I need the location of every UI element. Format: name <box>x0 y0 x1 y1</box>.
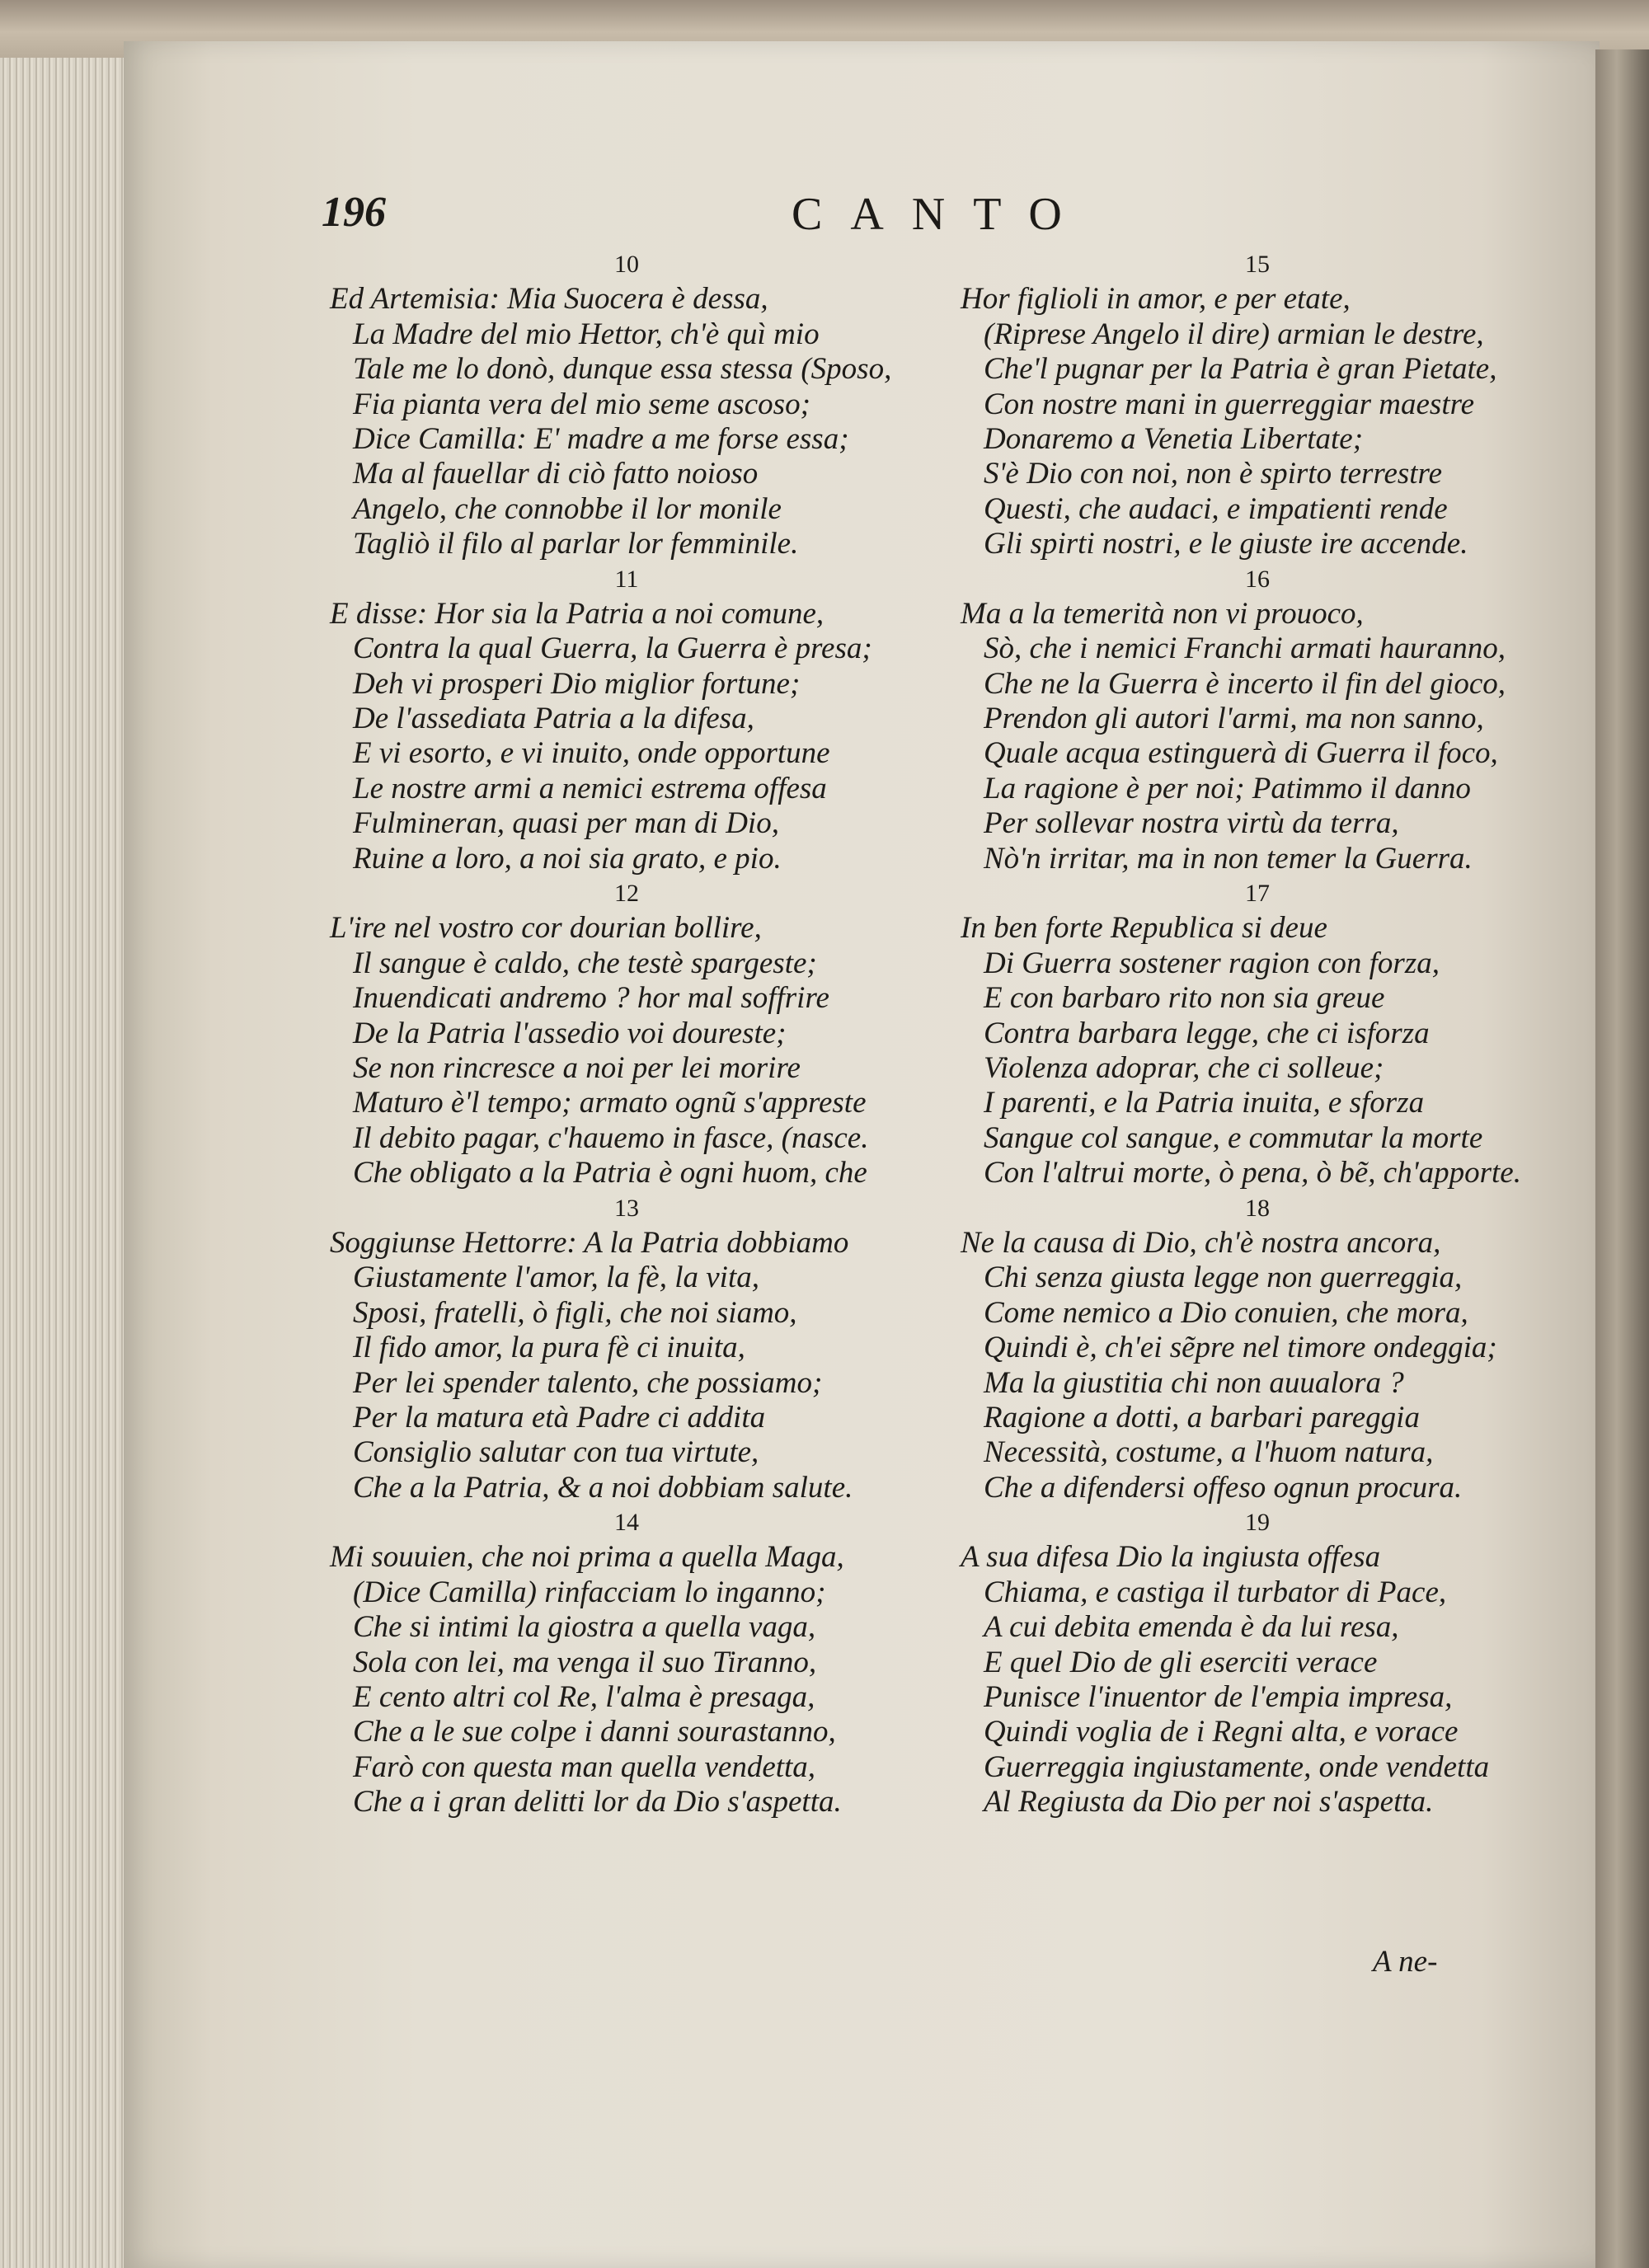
catchword: A ne- <box>1373 1945 1438 1979</box>
verse-line: Di Guerra sostener ragion con forza, <box>984 946 1440 980</box>
verse-line: Con nostre mani in guerreggiar maestre <box>984 387 1475 421</box>
verse-line: (Riprese Angelo il dire) armian le destre, <box>984 317 1484 351</box>
verse-line: A cui debita emenda è da lui resa, <box>984 1610 1399 1645</box>
page-number: 196 <box>322 189 386 236</box>
verse-line: De la Patria l'assedio voi doureste; <box>353 1016 787 1050</box>
verse-line: Il fido amor, la pura fè ci inuita, <box>353 1331 745 1365</box>
stanza <box>330 562 923 877</box>
verse-line: Contra la qual Guerra, la Guerra è presa; <box>353 632 872 666</box>
verse-line: (Dice Camilla) rinfacciam lo inganno; <box>353 1575 826 1609</box>
verse-line: Guerreggia ingiustamente, onde vendetta <box>984 1749 1490 1784</box>
verse-line: Con l'altrui morte, ò pena, ò bẽ, ch'apporte. <box>984 1156 1521 1190</box>
page-edges-left <box>0 33 140 2268</box>
stanza-number: 18 <box>1245 1194 1270 1222</box>
verse-line: Giustamente l'amor, la fè, la vita, <box>353 1261 759 1295</box>
stanza <box>961 247 1554 562</box>
stanza-number: 17 <box>1245 880 1270 908</box>
verse-line: Contra barbara legge, che ci isforza <box>984 1016 1430 1050</box>
verse-line: Necessità, costume, a l'huom natura, <box>984 1435 1434 1470</box>
verse-line: Punisce l'inuentor de l'empia impresa, <box>984 1680 1453 1715</box>
verse-line: Le nostre armi a nemici estrema offesa <box>353 771 827 805</box>
verse-line: De l'assediata Patria a la difesa, <box>353 702 754 736</box>
page-edge-right <box>1595 49 1649 2268</box>
verse-line: Sangue col sangue, e commutar la morte <box>984 1120 1483 1155</box>
verse-line: Ma a la temerità non vi prouoco, <box>961 596 1364 631</box>
verse-line: Angelo, che connobbe il lor monile <box>353 491 782 526</box>
right-column <box>961 247 1554 1820</box>
verse-line: Sola con lei, ma venga il suo Tiranno, <box>353 1645 817 1679</box>
verse-line: Che a le sue colpe i danni sourastanno, <box>353 1715 836 1749</box>
verse-line: Tagliò il filo al parlar lor femminile. <box>353 527 799 561</box>
verse-line: Che si intimi la giostra a quella vaga, <box>353 1610 816 1645</box>
verse-line: Ruine a loro, a noi sia grato, e pio. <box>353 841 782 876</box>
verse-line: La Madre del mio Hettor, ch'è quì mio <box>353 317 820 351</box>
verse-line: L'ire nel vostro cor dourian bollire, <box>330 911 762 946</box>
stanza <box>961 562 1554 877</box>
verse-line: Chiama, e castiga il turbator di Pace, <box>984 1575 1447 1609</box>
verse-line: Ne la causa di Dio, ch'è nostra ancora, <box>961 1225 1441 1260</box>
verse-line: Gli spirti nostri, e le giuste ire accende. <box>984 527 1468 561</box>
verse-line: Ed Artemisia: Mia Suocera è dessa, <box>330 282 768 317</box>
verse-line: E vi esorto, e vi inuito, onde opportune <box>353 736 830 771</box>
stanza-number: 19 <box>1245 1509 1270 1537</box>
stanza <box>961 1505 1554 1820</box>
stanza <box>961 876 1554 1191</box>
verse-line: Prendon gli autori l'armi, ma non sanno, <box>984 702 1484 736</box>
verse-line: Mi souuien, che noi prima a quella Maga, <box>330 1540 844 1575</box>
stanza-number: 16 <box>1245 565 1270 593</box>
verse-line: Ma al fauellar di ciò fatto noioso <box>353 457 759 491</box>
verse-line: Tale me lo donò, dunque essa stessa (Sposo, <box>353 352 892 387</box>
verse-line: Come nemico a Dio conuien, che mora, <box>984 1295 1468 1330</box>
verse-line: Fia pianta vera del mio seme ascoso; <box>353 387 810 421</box>
verse-line: E quel Dio de gli eserciti verace <box>984 1645 1378 1679</box>
running-head: CANTO <box>792 189 1090 240</box>
verse-line: Deh vi prosperi Dio miglior fortune; <box>353 666 801 701</box>
stanza <box>330 1505 923 1820</box>
verse-line: E disse: Hor sia la Patria a noi comune, <box>330 596 824 631</box>
verse-line: S'è Dio con noi, non è spirto terrestre <box>984 457 1442 491</box>
verse-line: Ragione a dotti, a barbari pareggia <box>984 1400 1420 1435</box>
verse-line: Per sollevar nostra virtù da terra, <box>984 806 1399 841</box>
verse-line: E con barbaro rito non sia greue <box>984 981 1385 1016</box>
verse-line: Che a i gran delitti lor da Dio s'aspetta. <box>353 1785 842 1820</box>
verse-line: E cento altri col Re, l'alma è presaga, <box>353 1680 815 1715</box>
verse-line: Inuendicati andremo ? hor mal soffrire <box>353 981 829 1016</box>
verse-line: Soggiunse Hettorre: A la Patria dobbiamo <box>330 1225 849 1260</box>
verse-line: Sò, che i nemici Franchi armati hauranno, <box>984 632 1506 666</box>
verse-line: La ragione è per noi; Patimmo il danno <box>984 771 1471 805</box>
verse-line: Farò con questa man quella vendetta, <box>353 1749 816 1784</box>
verse-line: Nò'n irritar, ma in non temer la Guerra. <box>984 841 1473 876</box>
verse-line: Dice Camilla: E' madre a me forse essa; <box>353 421 849 456</box>
verse-line: Per lei spender talento, che possiamo; <box>353 1365 823 1400</box>
verse-line: I parenti, e la Patria inuita, e sforza <box>984 1086 1425 1120</box>
verse-line: Quale acqua estinguerà di Guerra il foco, <box>984 736 1498 771</box>
stanza <box>330 876 923 1191</box>
verse-line: Che obligato a la Patria è ogni huom, che <box>353 1156 867 1190</box>
verse-line: Hor figlioli in amor, e per etate, <box>961 282 1351 317</box>
stanza <box>330 1191 923 1506</box>
verse-line: Il sangue è caldo, che testè spargeste; <box>353 946 817 980</box>
stanza-number: 10 <box>614 251 639 278</box>
stanza-number: 12 <box>614 880 639 908</box>
stanza-number: 15 <box>1245 251 1270 278</box>
verse-line: Fulmineran, quasi per man di Dio, <box>353 806 779 841</box>
verse-line: Al Regiusta da Dio per noi s'aspetta. <box>984 1785 1434 1820</box>
verse-line: Che a difendersi offeso ognun procura. <box>984 1470 1463 1505</box>
verse-line: Che ne la Guerra è incerto il fin del gioco, <box>984 666 1506 701</box>
verse-line: Violenza adoprar, che ci solleue; <box>984 1050 1384 1085</box>
verse-line: In ben forte Republica si deue <box>961 911 1327 946</box>
stanza-number: 13 <box>614 1194 639 1222</box>
verse-line: Questi, che audaci, e impatienti rende <box>984 491 1448 526</box>
verse-line: Per la matura età Padre ci addita <box>353 1400 766 1435</box>
verse-line: A sua difesa Dio la ingiusta offesa <box>961 1540 1381 1575</box>
verse-line: Consiglio salutar con tua virtute, <box>353 1435 759 1470</box>
stanza <box>330 247 923 562</box>
verse-line: Ma la giustitia chi non auualora ? <box>984 1365 1404 1400</box>
left-column <box>330 247 923 1820</box>
verse-line: Se non rincresce a noi per lei morire <box>353 1050 801 1085</box>
stanza-number: 11 <box>614 565 639 593</box>
verse-line: Quindi voglia de i Regni alta, e vorace <box>984 1715 1459 1749</box>
verse-line: Sposi, fratelli, ò figli, che noi siamo, <box>353 1295 797 1330</box>
verse-line: Maturo è'l tempo; armato ognũ s'appreste <box>353 1086 867 1120</box>
page-header <box>322 188 1492 246</box>
verse-line: Che a la Patria, & a noi dobbiam salute. <box>353 1470 853 1505</box>
verse-line: Il debito pagar, c'hauemo in fasce, (nasce. <box>353 1120 869 1155</box>
verse-line: Quindi è, ch'ei sẽpre nel timore ondeggia; <box>984 1331 1497 1365</box>
verse-line: Chi senza giusta legge non guerreggia, <box>984 1261 1463 1295</box>
stanza-number: 14 <box>614 1509 639 1537</box>
stanza <box>961 1191 1554 1506</box>
verse-line: Donaremo a Venetia Libertate; <box>984 421 1364 456</box>
verse-line: Che'l pugnar per la Patria è gran Pietate, <box>984 352 1497 387</box>
